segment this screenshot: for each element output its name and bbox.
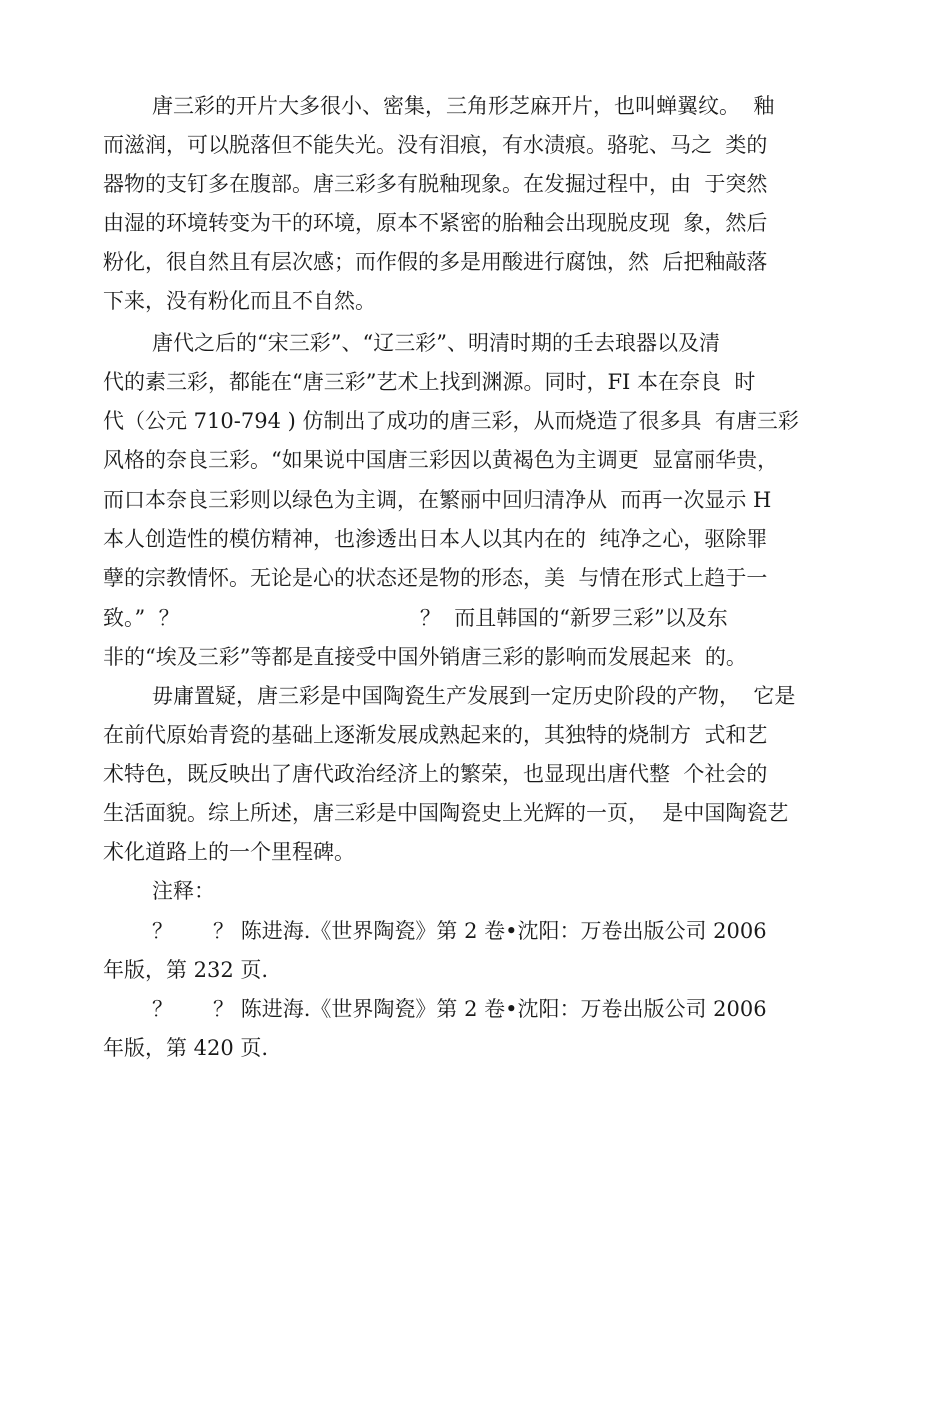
text-line: 致。” ？ ？ 而且韩国的“新罗三彩”以及东 [103,606,728,630]
text-line: 风格的奈良三彩。“如果说中国唐三彩因以黄褐色为主调更 显富丽华贵， [103,448,779,472]
text-line: 而口本奈良三彩则以绿色为主调，在繁丽中回归清净从 而再一次显示 H [103,488,772,512]
text-line: 由湿的环境转变为干的环境，原本不紧密的胎釉会出现脱皮现 象，然后 [103,211,768,235]
text-line: 代（公元 710-794 ) 仿制出了成功的唐三彩，从而烧造了很多具 有唐三彩 [103,409,799,433]
text-line: 毋庸置疑，唐三彩是中国陶瓷生产发展到一定历史阶段的产物， 它是 [152,684,796,708]
footnote-line: ？ ？ 陈进海.《世界陶瓷》第 2 卷•沈阳：万卷出版公司 2006 [152,997,767,1021]
text-line: 而滋润，可以脱落但不能失光。没有泪痕，有水渍痕。骆驼、马之 类的 [103,133,768,157]
footnote-line: ？ ？ 陈进海.《世界陶瓷》第 2 卷•沈阳：万卷出版公司 2006 [152,919,767,943]
text-line: 在前代原始青瓷的基础上逐渐发展成熟起来的，其独特的烧制方 式和艺 [103,723,768,747]
notes-heading: 注释： [152,879,215,903]
text-line: 本人创造性的模仿精神，也渗透出日本人以其内在的 纯净之心，驱除罪 [103,527,768,551]
text-line: 孽的宗教情怀。无论是心的状态还是物的形态，美 与情在形式上趋于一 [103,566,768,590]
text-line: 术化道路上的一个里程碑。 [103,840,355,864]
text-line: 非的“埃及三彩”等都是直接受中国外销唐三彩的影响而发展起来 的。 [103,645,747,669]
text-line: 唐代之后的“宋三彩”、“辽三彩”、明清时期的壬去琅器以及清 [152,331,720,355]
text-line: 下来，没有粉化而且不自然。 [103,289,376,313]
text-line: 生活面貌。综上所述，唐三彩是中国陶瓷史上光辉的一页， 是中国陶瓷艺 [103,801,789,825]
text-line: 唐三彩的开片大多很小、密集，三角形芝麻开片，也叫蝉翼纹。 釉 [152,94,775,118]
footnote-line: 年版，第 420 页. [103,1036,269,1060]
text-line: 术特色，既反映出了唐代政治经济上的繁荣，也显现出唐代整 个社会的 [103,762,768,786]
text-line: 器物的支钉多在腹部。唐三彩多有脱釉现象。在发掘过程中，由 于突然 [103,172,768,196]
footnote-line: 年版，第 232 页. [103,958,269,982]
text-line: 粉化，很自然且有层次感；而作假的多是用酸进行腐蚀，然 后把釉敲落 [103,250,768,274]
text-line: 代的素三彩，都能在“唐三彩”艺术上找到渊源。同时，FI 本在奈良 时 [103,370,756,394]
